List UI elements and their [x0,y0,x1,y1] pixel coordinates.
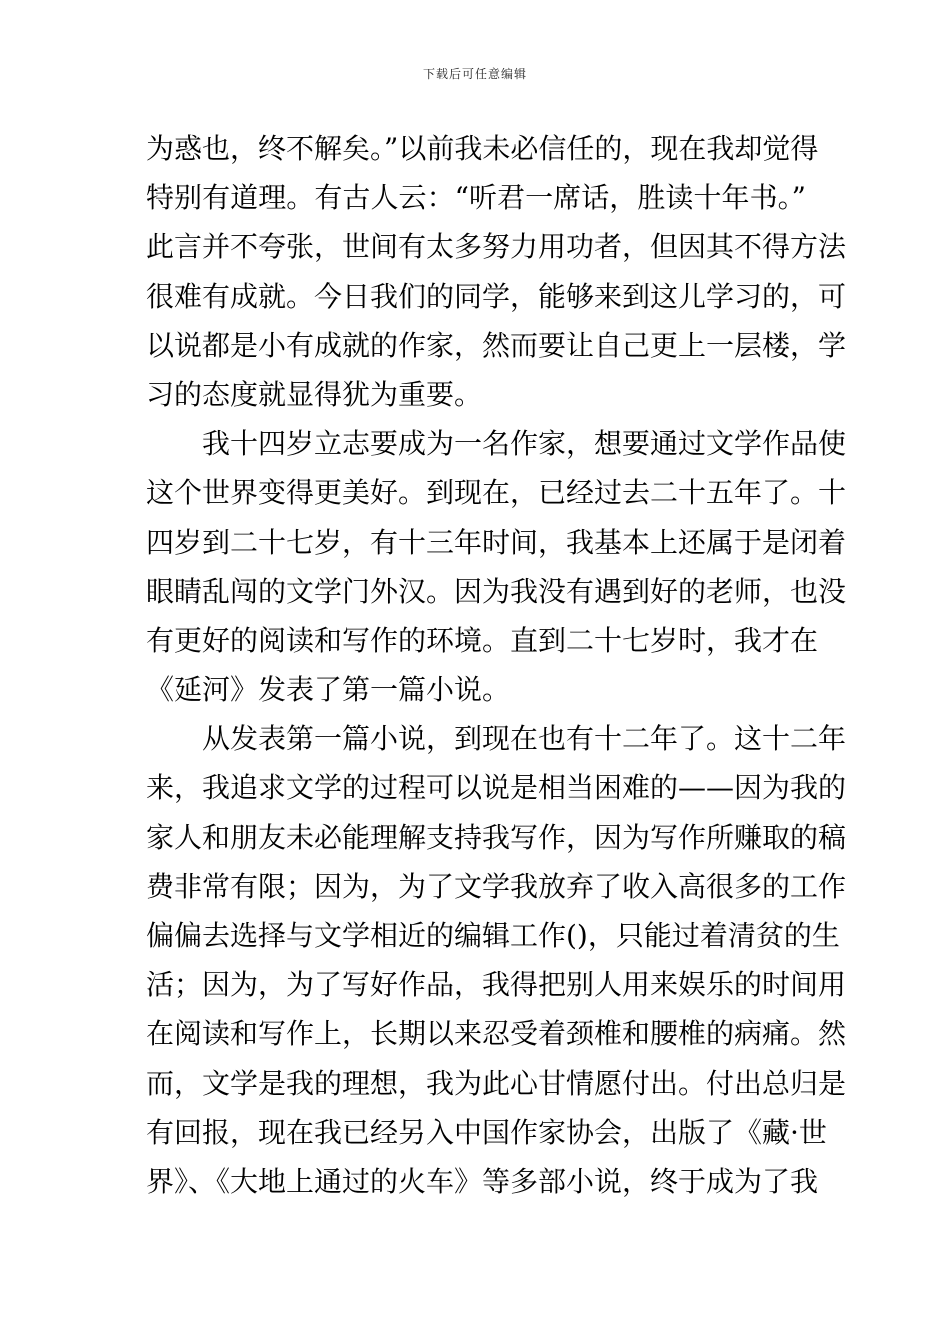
text-line: 从发表第一篇小说，到现在也有十二年了。这十二年 [202,722,847,756]
text-line: 有更好的阅读和写作的环境。直到二十七岁时，我才在 [146,623,819,657]
text-line: 在阅读和写作上，长期以来忍受着颈椎和腰椎的病痛。然 [146,1017,847,1051]
document-body [146,124,847,1206]
text-line: 活；因为，为了写好作品，我得把别人用来娱乐的时间用 [146,968,847,1002]
text-line: 特别有道理。有古人云：“听君一席话，胜读十年书。” [146,181,806,215]
paragraph-1 [146,124,847,419]
text-line: 偏偏去选择与文学相近的编辑工作()，只能过着清贫的生 [146,919,840,952]
text-line: 《延河》发表了第一篇小说。 [146,673,511,707]
paragraph-2 [146,419,847,714]
text-line: 费非常有限；因为，为了文学我放弃了收入高很多的工作 [146,869,847,903]
text-line: 而，文学是我的理想，我为此心甘情愿付出。付出总归是 [146,1066,847,1100]
text-line: 以说都是小有成就的作家，然而要让自己更上一层楼，学 [146,328,847,362]
text-line: 界》、《大地上通过的火车》等多部小说，终于成为了我 [146,1164,819,1198]
text-line: 我十四岁立志要成为一名作家，想要通过文学作品使 [202,427,847,461]
text-line: 四岁到二十七岁，有十三年时间，我基本上还属于是闭着 [146,525,847,559]
text-line: 这个世界变得更美好。到现在，已经过去二十五年了。十 [146,476,847,510]
text-line: 眼睛乱闯的文学门外汉。因为我没有遇到好的老师，也没 [146,574,847,608]
text-line: 家人和朋友未必能理解支持我写作，因为写作所赚取的稿 [146,820,847,854]
page-header: 下载后可任意编辑 [422,67,527,81]
text-line: 来，我追求文学的过程可以说是相当困难的——因为我的 [146,771,847,805]
text-line: 此言并不夸张，世间有太多努力用功者，但因其不得方法 [146,230,847,264]
text-line: 很难有成就。今日我们的同学，能够来到这儿学习的，可 [146,279,847,313]
text-line: 为惑也，终不解矣。”以前我未必信任的，现在我却觉得 [146,132,819,165]
paragraph-3 [146,714,847,1206]
text-line: 习的态度就显得犹为重要。 [146,377,483,411]
text-line: 有回报，现在我已经另入中国作家协会，出版了《藏·世 [146,1115,827,1149]
